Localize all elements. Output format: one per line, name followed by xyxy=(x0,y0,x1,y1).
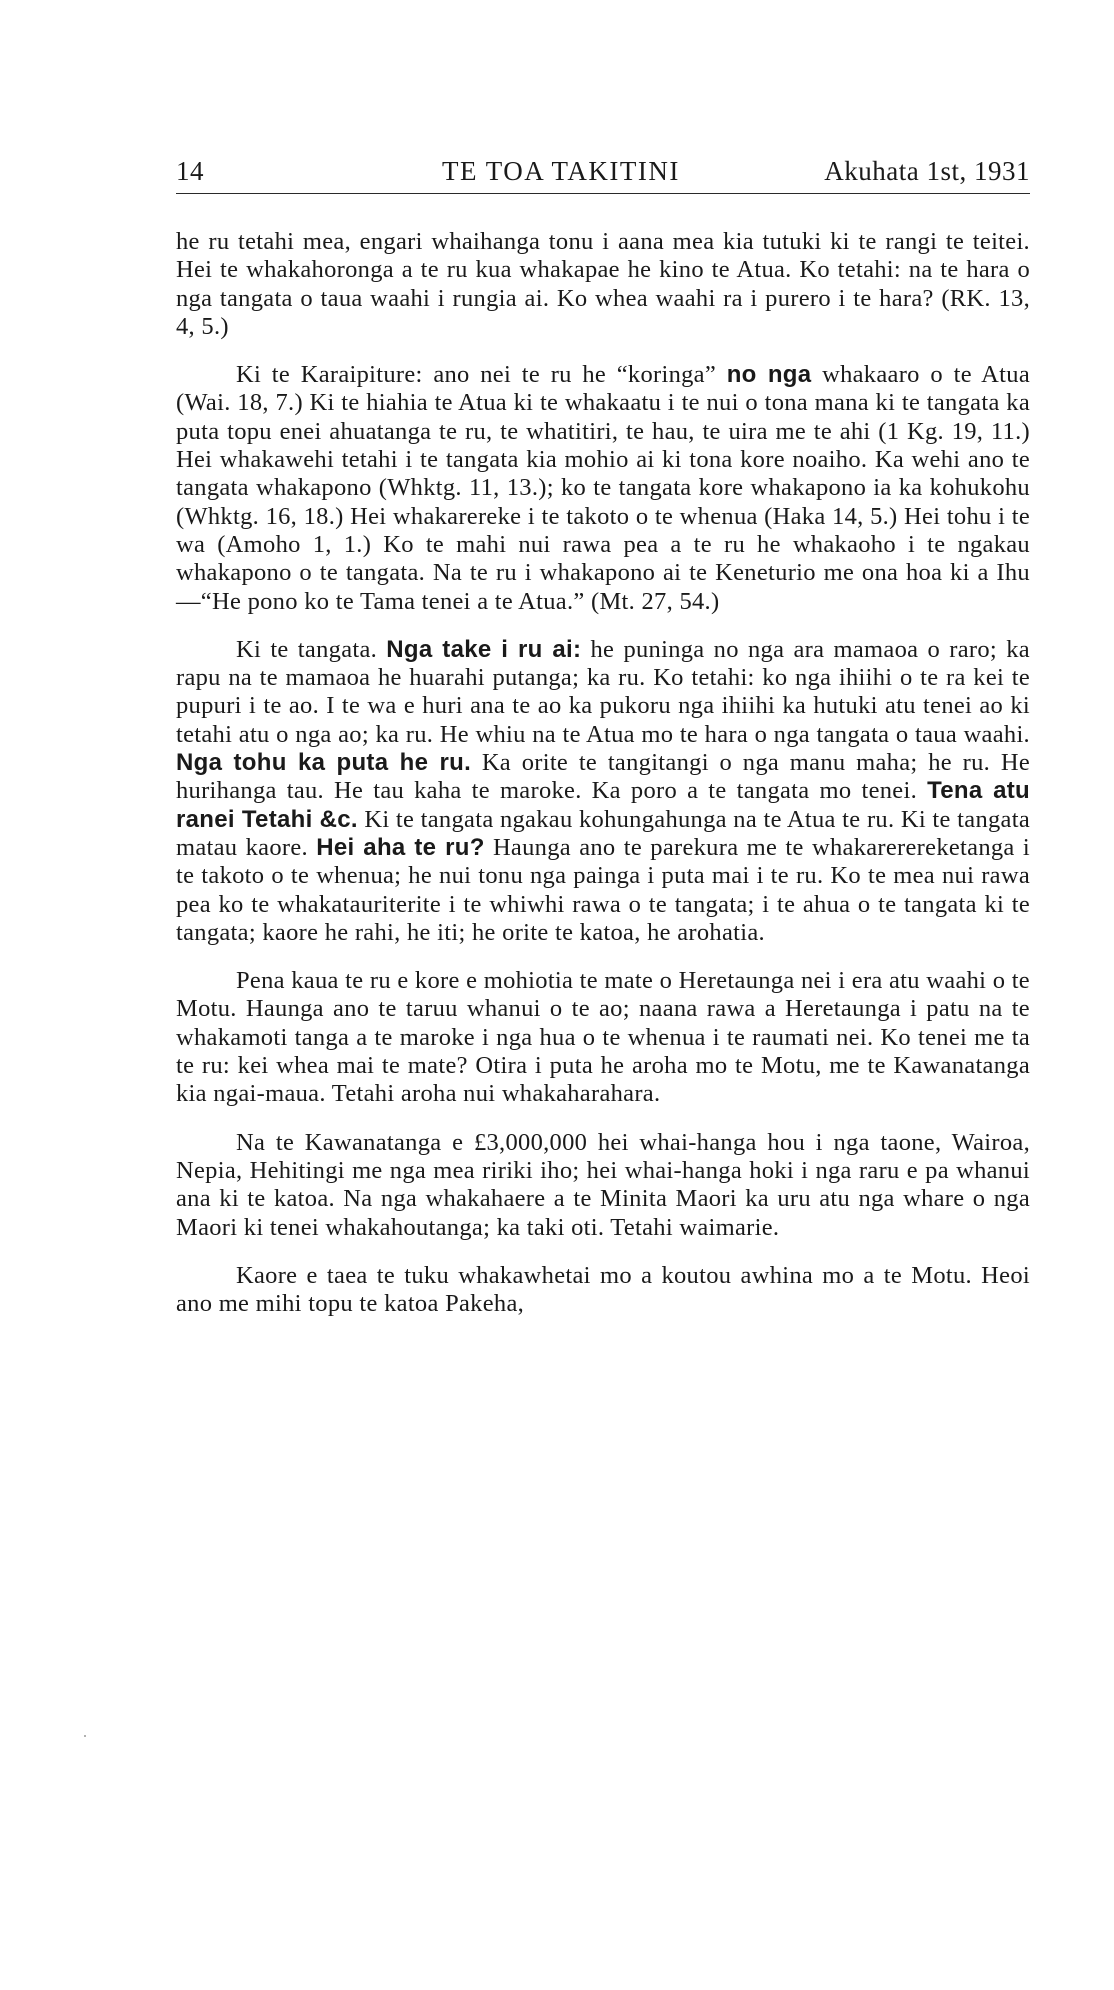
paragraph-text: whakaaro o te Atua (Wai. 18, 7.) Ki te hiahia te Atua ki te whakaatu i te nui o tona mana ki te tangata ka puta topu enei ahuatanga te ru, te whatitiri, te hau, te uira me te ahi (1 Kg. 19, 11.) Hei whakawehi tetahi i te tangata kia mohio ai ki tona kore noaiho. Ka wehi ano te tangata whakapono (Whktg. 11, 13.); ko te tangata kore whakapono ia ka kohukohu (Whktg. 16, 18.) Hei whakarereke i te takoto o te whenua (Haka 14, 5.) Hei tohu i te wa (Amoho 1, 1.) Ko te mahi nui rawa pea a te ru he whakaoho i te ngakau whakapono o te tangata. Na te ru i whakapono ai te Keneturio me ona hoa ki a Ihu—“He pono ko te Tama tenei a te Atua.” (Mt. 27, 54.) xyxy=(176,361,1031,615)
bold-heading-other: Tena atu ranei Tetahi &c. xyxy=(176,777,1030,833)
paragraph-1 xyxy=(176,228,1030,341)
running-header xyxy=(176,156,1030,192)
paragraph-3 xyxy=(176,636,1030,947)
issue-date: Akuhata 1st, 1931 xyxy=(824,156,1030,186)
page-number: 14 xyxy=(176,156,204,186)
paragraph-5 xyxy=(176,1129,1030,1242)
bold-heading-signs: Nga tohu ka puta he ru. xyxy=(176,749,472,777)
paragraph-2 xyxy=(176,361,1030,616)
paragraph-text: Ki te tangata ngakau kohungahunga na te Atua te ru. Ki te tangata matau kaore. xyxy=(176,805,1031,861)
publication-title: TE TOA TAKITINI xyxy=(442,156,680,186)
paragraph-6 xyxy=(176,1262,1030,1319)
article-body xyxy=(176,228,1030,1338)
paragraph-text: Ki te Karaipiture: ano nei te ru he “koringa” xyxy=(236,361,717,389)
paragraph-text: Pena kaua te ru e kore e mohiotia te mate o Heretaunga nei i era atu waahi o te Motu. Haunga ano te taruu whanui o te ao; naana rawa a Heretaunga i patu na te whakamoti tanga a te maroke i nga hua o te whenua i te raumati nei. Ko tenei me ta te ru: kei whea mai te mate? Otira i puta he aroha mo te Motu, me te Kawanatanga kia ngai-maua. Tetahi aroha nui whakaharahara. xyxy=(176,967,1030,1108)
paragraph-text: Ka orite te tangitangi o nga manu maha; he ru. He hurihanga tau. He tau kaha te maroke. Ka poro a te tangata mo tenei. xyxy=(176,749,1030,805)
paragraph-text: Na te Kawanatanga e £3,000,000 hei whai-hanga hou i nga taone, Wairoa, Nepia, Hehitingi me nga mea ririki iho; hei whai-hanga hoki i nga raru e pa whanui ana ki te katoa. Na nga whakahaere a te Minita Maori ka uru atu nga whare o nga Maori ki tenei whakahoutanga; ka taki oti. Tetahi waimarie. xyxy=(176,1128,1030,1241)
bold-heading-causes: Nga take i ru ai: xyxy=(386,635,582,663)
paragraph-4 xyxy=(176,967,1030,1108)
paragraph-text: Kaore e taea te tuku whakawhetai mo a koutou awhina mo a te Motu. Heoi ano me mihi topu te katoa Pakeha, xyxy=(176,1261,1030,1318)
paragraph-text: he puninga no nga ara mamaoa o raro; ka rapu na te mamaoa he huarahi putanga; ka ru. Ko tetahi: ko nga ihiihi o te ra kei te pupuri i te ao. I te wa e huri ana te ao ka pukoru nga ihiihi ka hutuki atu tenei ao ki tetahi atu o nga ao; ka ru. He whiu na te Atua mo te hara o nga tangata o taua waahi. xyxy=(176,635,1030,748)
paragraph-text: Ki te tangata. xyxy=(236,635,378,663)
paragraph-text: Haunga ano te parekura me te whakarerereketanga i te takoto o te whenua; he nui tonu nga painga i puta mai i te ru. Ko te mea nui rawa pea ko te whakatauriterite i te whiwhi rawa o te tangata; i te ahua o te tangata ki te tangata; kaore he rahi, he iti; he orite te katoa, he arohatia. xyxy=(176,833,1030,946)
bold-heading-purpose: Hei aha te ru? xyxy=(316,833,485,861)
header-rule xyxy=(176,193,1030,194)
paragraph-text: he ru tetahi mea, engari whaihanga tonu i aana mea kia tutuki ki te rangi te teitei. Hei te whakahoronga a te ru kua whakapae he kino te Atua. Ko tetahi: na te hara o nga tangata o taua waahi i rungia ai. Ko whea waahi ra i purero i te hara? (RK. 13, 4, 5.) xyxy=(176,228,1030,340)
scan-speck xyxy=(84,1735,86,1737)
bold-phrase: no nga xyxy=(726,361,812,389)
